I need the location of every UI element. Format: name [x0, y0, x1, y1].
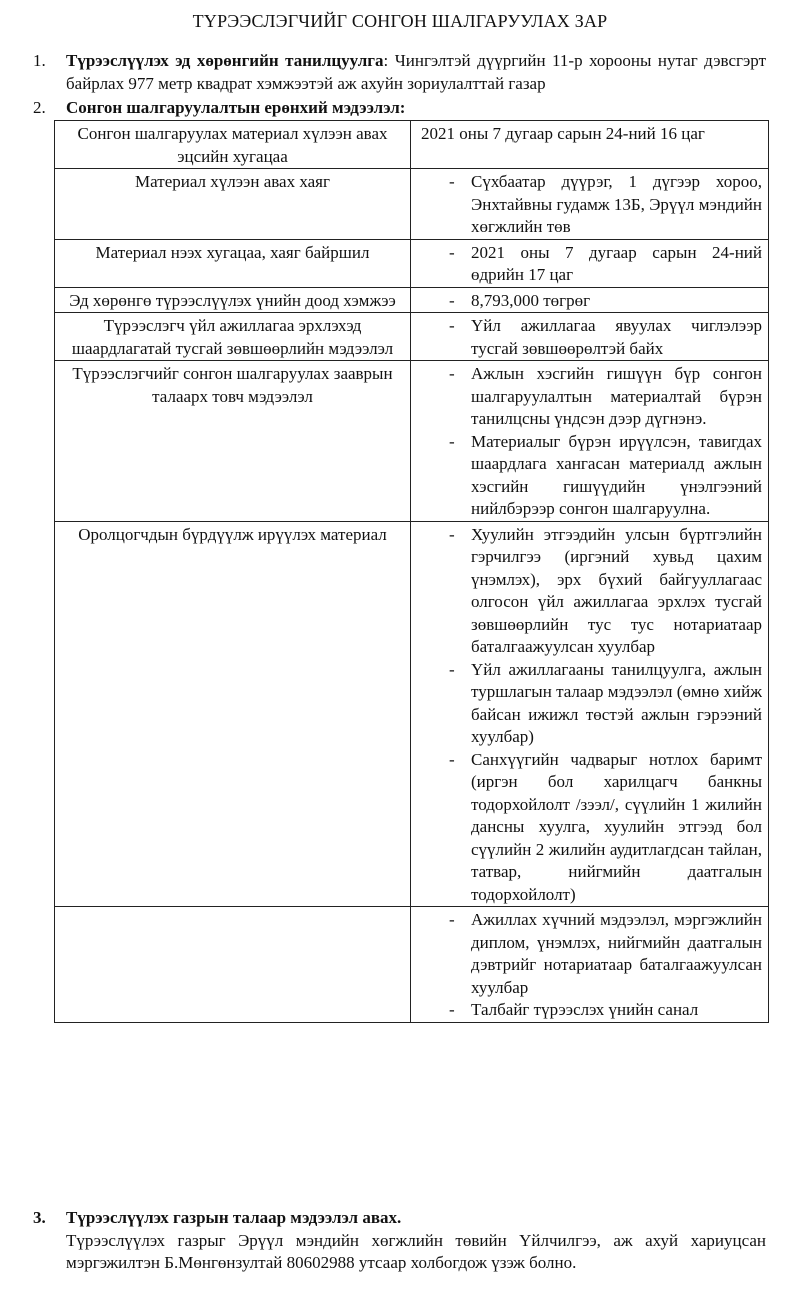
bullet-dash: - [449, 524, 455, 544]
row-value [411, 239, 769, 287]
bullet-item [417, 909, 762, 999]
section-2-body [66, 97, 766, 120]
bullet-list [417, 242, 762, 287]
bullet-text: Сүхбаатар дүүрэг, 1 дүгээр хороо, Энхтайвны гудамж 13Б, Эрүүл мэндийн хөгжлийн төв [471, 172, 762, 236]
row-value [411, 521, 769, 907]
row-label: Материал нээх хугацаа, хаяг байршил [55, 239, 411, 287]
section-2-number: 2. [33, 98, 46, 117]
bullet-dash: - [449, 316, 455, 335]
row-value [411, 121, 769, 169]
bullet-item [417, 290, 762, 313]
section-3-number-text: 3. [33, 1208, 46, 1227]
bullet-text: 2021 оны 7 дугаар сарын 24-ний өдрийн 17 цаг [471, 242, 762, 284]
bullet-list [417, 909, 762, 1022]
bullet-text: 8,793,000 төгрөг [471, 290, 591, 310]
bullet-item [417, 524, 762, 659]
bullet-item [417, 315, 762, 360]
row-value [411, 287, 769, 313]
document-title: ТҮРЭЭСЛЭГЧИЙГ СОНГОН ШАЛГАРУУЛАХ ЗАР [192, 11, 608, 31]
info-table-row [55, 361, 769, 522]
info-table-row [55, 287, 769, 313]
row-value [411, 313, 769, 361]
bullet-list [417, 315, 762, 360]
bullet-item [417, 999, 762, 1022]
row-label: Материал хүлээн авах хаяг [55, 169, 411, 240]
bullet-text: Үйл ажиллагааны танилцуулга, ажлын туршлагын талаар мэдээлэл (өмнө хийж байсан ижижл төстэй ажлын гэрээний хуулбар) [471, 659, 762, 746]
bullet-text: Үйл ажиллагаа явуулах чиглэлээр тусгай зөвшөөрөлтэй байх [471, 316, 762, 358]
bullet-item [417, 363, 762, 431]
bullet-text: Хуулийн этгээдийн улсын бүртгэлийн гэрчилгээ (иргэний хувьд цахим үнэмлэх), эрх бүхий байгууллагаас олгосон үйл ажиллагаа эрхлэх тусгай зөвшөөрлийн тус тус нотариатаар баталгаажуулсан хуулбар [471, 524, 762, 656]
row-label: Сонгон шалгаруулах материал хүлээн авах эцсийн хугацаа [55, 121, 411, 169]
info-table-row [55, 907, 769, 1023]
section-3-number [33, 1207, 46, 1230]
row-value [411, 907, 769, 1023]
row-value [411, 361, 769, 522]
section-3-heading: Түрээслүүлэх газрын талаар мэдээлэл авах. [66, 1208, 402, 1227]
bullet-list [417, 524, 762, 907]
bullet-dash: - [449, 431, 455, 451]
row-label: Түрээслэгч үйл ажиллагаа эрхлэхэд шаардлагатай тусгай зөвшөөрлийн мэдээлэл [55, 313, 411, 361]
bullet-text: Материалыг бүрэн ирүүлсэн, тавигдах шаардлага хангасан материалд ажлын хэсгийн гишүүдийн үнэлгээний нийлбэрээр сонгон шалгаруулна. [471, 431, 762, 518]
section-3-body [66, 1207, 766, 1275]
info-table-row [55, 239, 769, 287]
bullet-dash: - [449, 1000, 455, 1019]
section-1-text: : Чингэлтэй дүүргийн 11-р хорооны нутаг дэвсгэрт байрлах 977 метр квадрат хэмжээтэй аж ахуйн зориулалттай газар [66, 51, 766, 93]
bullet-dash: - [449, 659, 455, 679]
bullet-text: Санхүүгийн чадварыг нотлох баримт (иргэн бол харилцагч банкны тодорхойлолт /зээл/, сүүлийн 1 жилийн дансны хуулга, хуулийн этгээд бол сүүлийн 2 жилийн аудитлагдсан тайлан, татвар, нийгмийн даатгалын тодорхойлолт) [471, 749, 762, 904]
row-label [55, 907, 411, 1023]
bullet-text: Ажиллах хүчний мэдээлэл, мэргэжлийн диплом, үнэмлэх, нийгмийн даатгалын дэвтрийг нотариатаар баталгаажуулсан хуулбар [471, 910, 762, 997]
row-label: Оролцогчдын бүрдүүлж ирүүлэх материал [55, 521, 411, 907]
section-2-heading: Сонгон шалгаруулалтын ерөнхий мэдээлэл: [66, 98, 406, 117]
bullet-dash: - [449, 172, 455, 191]
bullet-list [417, 290, 762, 313]
row-label: Эд хөрөнгө түрээслүүлэх үнийн доод хэмжээ [55, 287, 411, 313]
section-1-body [66, 50, 766, 95]
bullet-dash: - [449, 242, 455, 262]
section-1-heading: Түрээслүүлэх эд хөрөнгийн танилцуулга [66, 51, 384, 70]
bullet-dash: - [449, 910, 455, 929]
bullet-item [417, 431, 762, 521]
bullet-dash: - [449, 749, 455, 769]
bullet-list [417, 363, 762, 521]
bullet-list [417, 171, 762, 239]
info-table [54, 120, 769, 1023]
bullet-item [417, 171, 762, 239]
row-value [411, 169, 769, 240]
bullet-text: Ажлын хэсгийн гишүүн бүр сонгон шалгаруулалтын материалтай бүрэн танилцсны үндсэн дээр дүгнэнэ. [471, 364, 762, 428]
info-table-row [55, 121, 769, 169]
row-value-text: 2021 оны 7 дугаар сарын 24-ний 16 цаг [421, 124, 705, 143]
info-table-row [55, 313, 769, 361]
bullet-text: Талбайг түрээслэх үнийн санал [471, 1000, 699, 1019]
bullet-item [417, 242, 762, 287]
row-label: Түрээслэгчийг сонгон шалгаруулах зааврын талаарх товч мэдээлэл [55, 361, 411, 522]
info-table-row [55, 169, 769, 240]
bullet-item [417, 659, 762, 749]
bullet-dash: - [449, 290, 455, 310]
bullet-item [417, 749, 762, 907]
section-1-number: 1. [33, 51, 46, 70]
bullet-dash: - [449, 364, 455, 383]
info-table-row [55, 521, 769, 907]
section-3-text: Түрээслүүлэх газрыг Эрүүл мэндийн хөгжлийн төвийн Үйлчилгээ, аж ахуй хариуцсан мэргэжилтэн Б.Мөнгөнзултай 80602988 утсаар холбогдож үзэж болно. [66, 1230, 766, 1272]
